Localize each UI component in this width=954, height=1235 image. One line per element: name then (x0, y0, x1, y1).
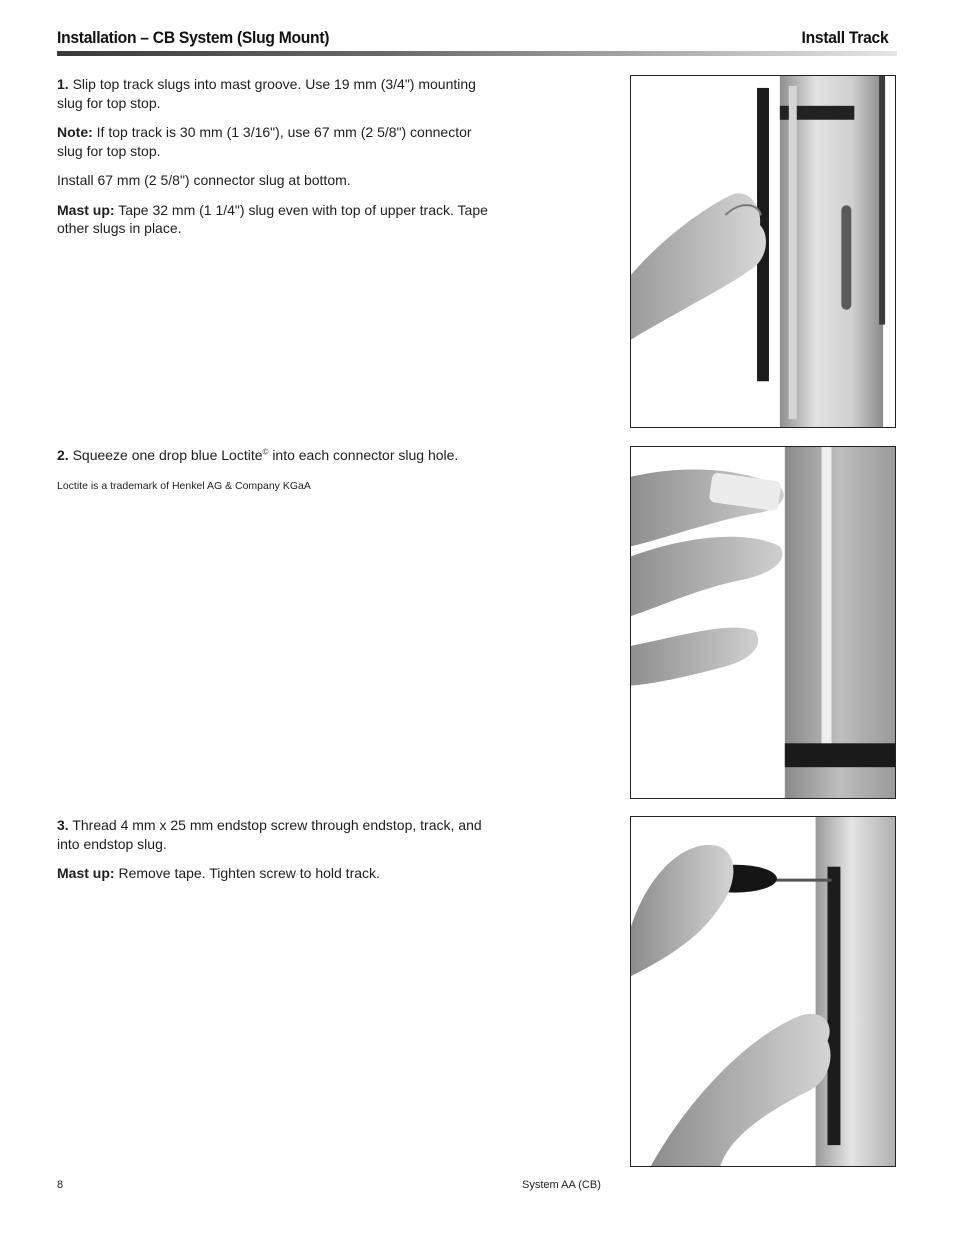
note-text: If top track is 30 mm (1 3/16"), use 67 mm (2 5/8") connector slug for top stop. (57, 124, 472, 159)
step-3-para-2 (57, 864, 497, 883)
footer-doc-title: System AA (CB) (522, 1179, 601, 1191)
step-1-para-2 (57, 123, 497, 160)
photo-slip-track-slugs (630, 75, 896, 428)
step-1 (57, 75, 497, 249)
step-1-para-4 (57, 201, 497, 238)
section-title: Installation – CB System (Slug Mount) (57, 28, 330, 47)
step-2-text-after: into each connector slug hole. (272, 447, 459, 463)
step-3-number: 3. (57, 817, 69, 833)
mast-up-label-2: Mast up: (57, 865, 115, 881)
step-1-para-1 (57, 75, 497, 112)
step-2-para-1 (57, 446, 497, 465)
photo-thread-endstop-screw (630, 816, 896, 1167)
mast-up-label: Mast up: (57, 201, 115, 218)
step-2-text-before: Squeeze one drop blue Loctite (72, 447, 263, 463)
step-1-text: Slip top track slugs into mast groove. Use 19 mm (3/4") mounting slug for top stop. (57, 76, 476, 111)
step-3-text: Thread 4 mm x 25 mm endstop screw through endstop, track, and into endstop slug. (57, 817, 482, 852)
page-number: 8 (57, 1179, 64, 1191)
page-topic: Install Track (801, 28, 888, 47)
trademark-note: Loctite is a trademark of Henkel AG & Company KGaA (57, 479, 311, 492)
copyright-mark: © (262, 447, 269, 457)
step-1-para-3 (57, 171, 497, 190)
connector-text: Install 67 mm (2 5/8") connector slug at bottom. (57, 172, 351, 188)
mast-up-text: Tape 32 mm (1 1/4") slug even with top of upper track. Tape other slugs in place. (57, 201, 488, 236)
note-label: Note: (57, 124, 93, 140)
step-3 (57, 816, 497, 894)
step-2 (57, 446, 497, 506)
step-1-number: 1. (57, 76, 69, 92)
photo-apply-loctite (630, 446, 896, 799)
step-2-number: 2. (57, 447, 69, 463)
step-3-para-1 (57, 816, 497, 853)
header-rule (57, 51, 897, 56)
mast-up-text-2: Remove tape. Tighten screw to hold track. (118, 865, 380, 881)
